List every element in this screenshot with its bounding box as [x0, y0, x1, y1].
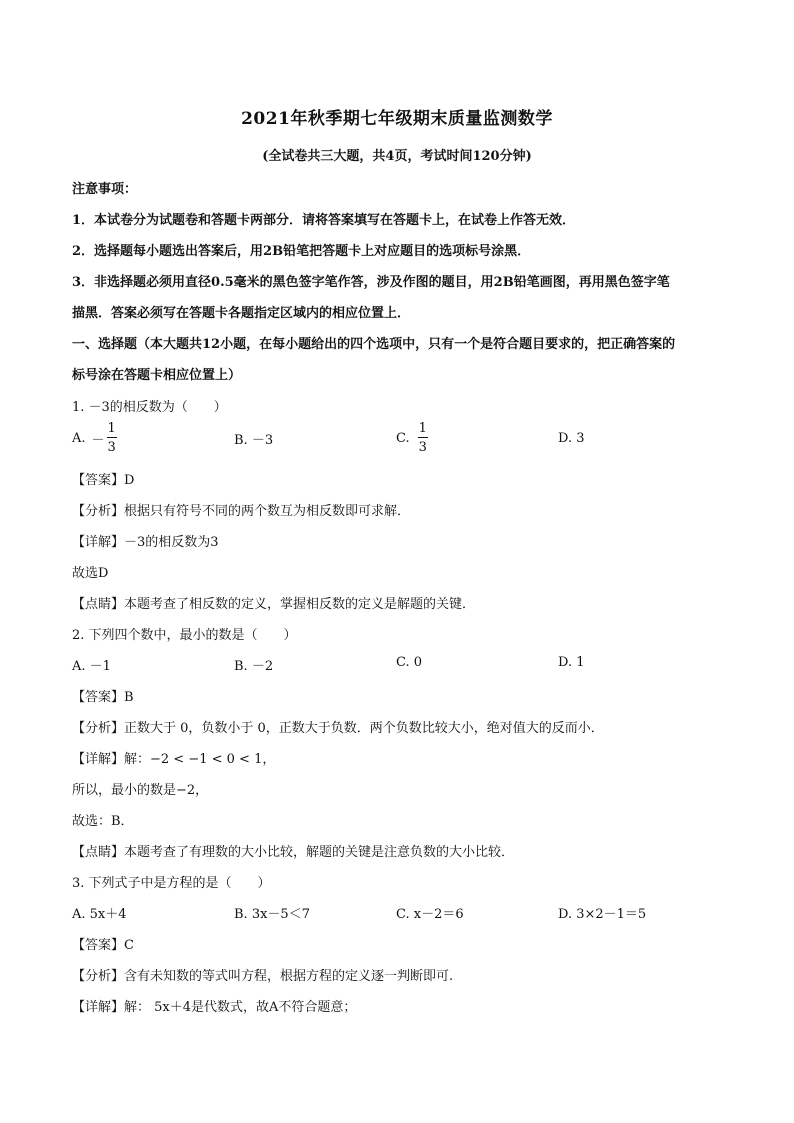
option-b [234, 418, 273, 458]
question-1-conclusion: 故选D [72, 566, 109, 581]
option-label: A. [72, 430, 86, 446]
question-2-options [72, 655, 732, 675]
question-2-comment: 【点睛】本题考查了有理数的大小比较，解题的关键是注意负数的大小比较． [72, 845, 515, 860]
fraction [107, 422, 117, 454]
fraction-denominator: 3 [107, 440, 116, 455]
option-c: C. 0 [396, 655, 423, 670]
question-2-analysis: 【分析】正数大于 0，负数小于 0，正数大于负数．两个负数比较大小，绝对值大的反而小． [72, 721, 604, 736]
note-item-1: 1．本试卷分为试题卷和答题卡两部分．请将答案填写在答题卡上，在试卷上作答无效． [72, 213, 576, 228]
option-b: B. －2 [234, 659, 274, 674]
option-a [72, 418, 117, 458]
page-title: 2021年秋季期七年级期末质量监测数学 [241, 109, 553, 129]
question-3-options [72, 903, 732, 923]
question-3-stem: 3. 下列式子中是方程的是（ ） [72, 876, 271, 891]
question-2-detail: 【详解】解：−2 < −1 < 0 < 1， [72, 752, 276, 767]
note-item-3-cont: 描黑．答案必须写在答题卡各题指定区域内的相应位置上． [72, 306, 411, 321]
question-2-stem: 2. 下列四个数中，最小的数是（ ） [72, 628, 297, 643]
question-2-answer: 【答案】B [72, 690, 134, 705]
question-3-answer: 【答案】C [72, 938, 134, 953]
question-3-detail: 【详解】解： 5x＋4是代数式，故A不符合题意； [72, 1000, 357, 1015]
question-1-options [72, 418, 732, 458]
option-label: C. [396, 430, 410, 446]
option-a: A. －1 [72, 659, 111, 674]
question-2-so: 所以，最小的数是−2， [72, 783, 209, 798]
question-3-analysis: 【分析】含有未知数的等式叫方程，根据方程的定义逐一判断即可. [72, 969, 454, 984]
option-d: D. 3×2－1＝5 [558, 907, 647, 922]
fraction [418, 422, 428, 454]
question-1-comment: 【点睛】本题考查了相反数的定义，掌握相反数的定义是解题的关键． [72, 597, 476, 612]
option-c [396, 418, 428, 458]
option-c: C. x－2＝6 [396, 907, 464, 922]
question-1-detail: 【详解】－3的相反数为3 [72, 535, 219, 550]
option-d: D. 1 [558, 655, 585, 670]
section-heading-cont: 标号涂在答题卡相应位置上） [72, 368, 242, 383]
minus-sign: － [91, 432, 105, 448]
question-1-stem: 1. －3的相反数为（ ） [72, 400, 227, 415]
note-item-2: 2．选择题每小题选出答案后，用2B铅笔把答题卡上对应题目的选项标号涂黑． [72, 244, 531, 259]
question-1-answer: 【答案】D [72, 473, 135, 488]
option-d [558, 418, 585, 458]
option-a: A. 5x＋4 [72, 907, 127, 922]
fraction-denominator: 3 [418, 440, 427, 455]
section-heading: 一、选择题（本大题共12小题，在每小题给出的四个选项中，只有一个是符合题目要求的，把正确答案的 [72, 337, 676, 352]
question-2-conclusion: 故选：B． [72, 814, 134, 829]
option-text: B. －3 [234, 432, 274, 448]
option-b: B. 3x－5＜7 [234, 907, 310, 922]
fraction-numerator: 1 [107, 421, 116, 436]
option-text: D. 3 [558, 430, 585, 446]
question-1-analysis: 【分析】根据只有符号不同的两个数互为相反数即可求解． [72, 504, 411, 519]
page-subtitle: (全试卷共三大题，共4页，考试时间120分钟) [262, 149, 532, 164]
note-item-3: 3．非选择题必须用直径0.5毫米的黑色签字笔作答，涉及作图的题目，用2B铅笔画图，再用黑色签字笔 [72, 275, 670, 290]
notes-heading: 注意事项： [72, 182, 138, 197]
fraction-numerator: 1 [418, 421, 427, 436]
